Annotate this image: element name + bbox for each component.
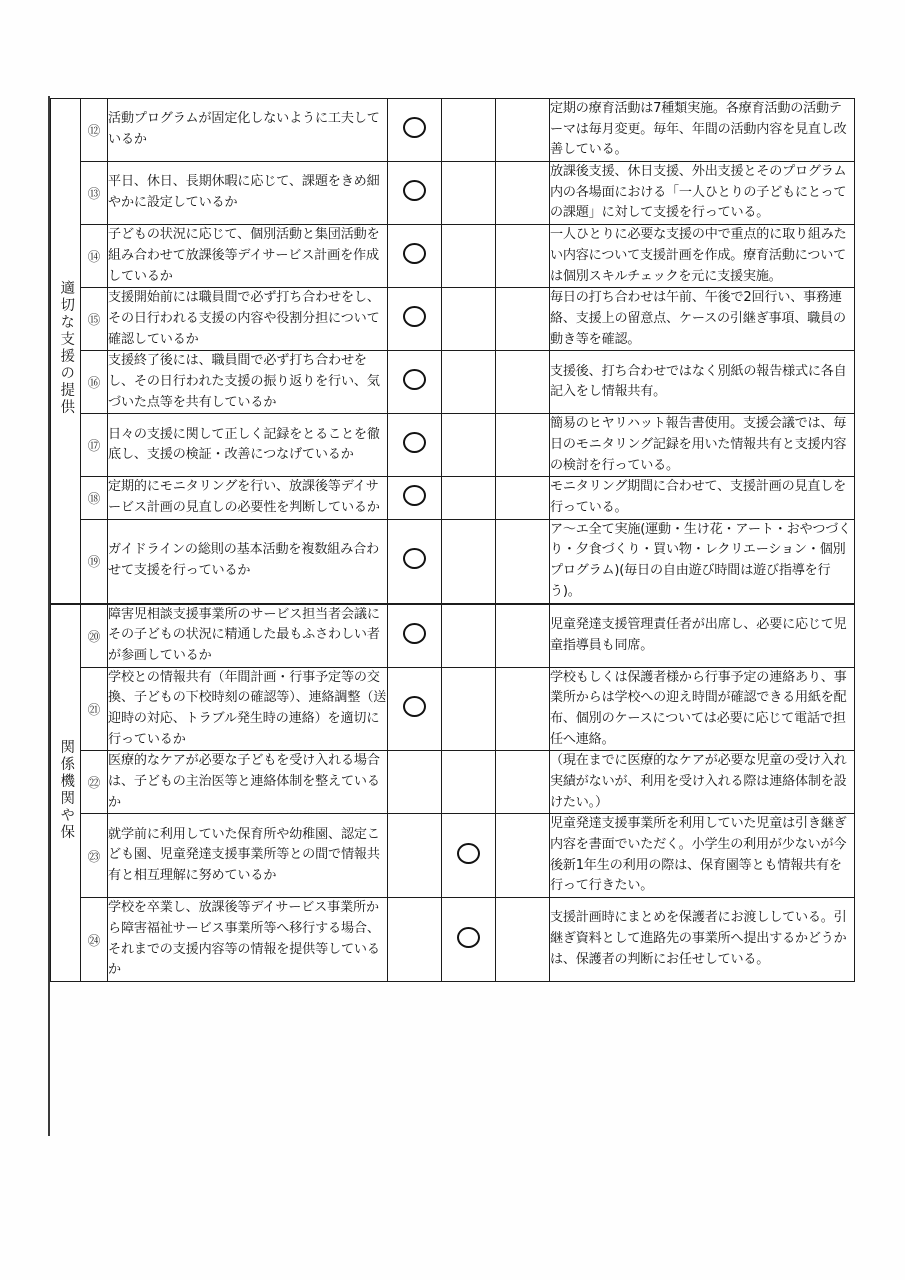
- check-cell-2[interactable]: [442, 99, 496, 162]
- note-text: 毎日の打ち合わせは午前、午後で2回行い、事務連絡、支援上の留意点、ケースの引継ぎ事項、職員の動き等を確認。: [550, 288, 855, 351]
- row-number: ㉓: [81, 814, 108, 898]
- check-cell-1[interactable]: [388, 604, 442, 668]
- check-cell-2[interactable]: [442, 351, 496, 414]
- table-row: [51, 414, 855, 477]
- row-number: ⑬: [81, 162, 108, 225]
- check-cell-3[interactable]: [496, 898, 550, 982]
- circle-mark-icon: [403, 243, 426, 264]
- table-row: [51, 519, 855, 603]
- checklist-item-text: 医療的なケアが必要な子どもを受け入れる場合は、子どもの主治医等と連絡体制を整えているか: [108, 751, 388, 814]
- check-cell-2[interactable]: [442, 751, 496, 814]
- check-cell-3[interactable]: [496, 604, 550, 668]
- table-row: [51, 898, 855, 982]
- note-text: 児童発達支援事業所を利用していた児童は引き継ぎ内容を書面でいただく。小学生の利用が少ないが今後新1年生の利用の際は、保育園等とも情報共有を行って行きたい。: [550, 814, 855, 898]
- table-row: [51, 288, 855, 351]
- row-number: ㉒: [81, 751, 108, 814]
- row-number: ⑰: [81, 414, 108, 477]
- check-cell-1[interactable]: [388, 288, 442, 351]
- check-cell-2[interactable]: [442, 898, 496, 982]
- circle-mark-icon: [403, 485, 426, 506]
- checklist-item-text: 子どもの状況に応じて、個別活動と集団活動を組み合わせて放課後等デイサービス計画を作成しているか: [108, 225, 388, 288]
- check-cell-2[interactable]: [442, 162, 496, 225]
- check-cell-3[interactable]: [496, 667, 550, 751]
- row-number: ⑯: [81, 351, 108, 414]
- check-cell-1[interactable]: [388, 667, 442, 751]
- check-cell-2[interactable]: [442, 288, 496, 351]
- checklist-item-text: 就学前に利用していた保育所や幼稚園、認定こども園、児童発達支援事業所等との間で情報共有と相互理解に努めているか: [108, 814, 388, 898]
- table-row: [51, 225, 855, 288]
- checklist-item-text: 支援終了後には、職員間で必ず打ち合わせをし、その日行われた支援の振り返りを行い、気づいた点等を共有しているか: [108, 351, 388, 414]
- checklist-item-text: 定期的にモニタリングを行い、放課後等デイサービス計画の見直しの必要性を判断しているか: [108, 477, 388, 519]
- circle-mark-icon: [403, 180, 426, 201]
- table-body: [51, 99, 855, 982]
- note-text: 学校もしくは保護者様から行事予定の連絡あり、事業所からは学校への迎え時間が確認できる用紙を配布、個別のケースについては必要に応じて電話で担任へ連絡。: [550, 667, 855, 751]
- row-number: ⑱: [81, 477, 108, 519]
- checklist-item-text: 学校を卒業し、放課後等デイサービス事業所から障害福祉サービス事業所等へ移行する場合、それまでの支援内容等の情報を提供等しているか: [108, 898, 388, 982]
- check-cell-3[interactable]: [496, 351, 550, 414]
- check-cell-3[interactable]: [496, 414, 550, 477]
- check-cell-2[interactable]: [442, 519, 496, 603]
- section-label-cell: [51, 604, 81, 982]
- row-number: ⑮: [81, 288, 108, 351]
- circle-mark-icon: [403, 306, 426, 327]
- check-cell-1[interactable]: [388, 898, 442, 982]
- checklist-item-text: ガイドラインの総則の基本活動を複数組み合わせて支援を行っているか: [108, 519, 388, 603]
- table-row: [51, 351, 855, 414]
- table-row: [51, 814, 855, 898]
- audit-checklist-table: [50, 98, 855, 982]
- check-cell-1[interactable]: [388, 519, 442, 603]
- checklist-item-text: 活動プログラムが固定化しないように工夫しているか: [108, 99, 388, 162]
- row-number: ⑳: [81, 604, 108, 668]
- check-cell-3[interactable]: [496, 99, 550, 162]
- check-cell-1[interactable]: [388, 225, 442, 288]
- circle-mark-icon: [403, 548, 426, 569]
- note-text: 支援後、打ち合わせではなく別紙の報告様式に各自記入をし情報共有。: [550, 351, 855, 414]
- note-text: （現在までに医療的なケアが必要な児童の受け入れ実績がないが、利用を受け入れる際は連絡体制を設けたい。）: [550, 751, 855, 814]
- check-cell-3[interactable]: [496, 162, 550, 225]
- row-number: ⑲: [81, 519, 108, 603]
- checklist-item-text: 平日、休日、長期休暇に応じて、課題をきめ細やかに設定しているか: [108, 162, 388, 225]
- row-number: ⑭: [81, 225, 108, 288]
- note-text: 一人ひとりに必要な支援の中で重点的に取り組みたい内容について支援計画を作成。療育活動については個別スキルチェックを元に支援実施。: [550, 225, 855, 288]
- circle-mark-icon: [403, 623, 426, 644]
- check-cell-3[interactable]: [496, 288, 550, 351]
- check-cell-3[interactable]: [496, 225, 550, 288]
- check-cell-1[interactable]: [388, 751, 442, 814]
- circle-mark-icon: [457, 843, 480, 864]
- row-number: ㉔: [81, 898, 108, 982]
- check-cell-1[interactable]: [388, 414, 442, 477]
- check-cell-1[interactable]: [388, 477, 442, 519]
- note-text: ア～エ全て実施(運動・生け花・アート・おやつづくり・夕食づくり・買い物・レクリエーション・個別プログラム)(毎日の自由遊び時間は遊び指導を行う)。: [550, 519, 855, 603]
- circle-mark-icon: [403, 369, 426, 390]
- circle-mark-icon: [403, 117, 426, 138]
- table-row: [51, 751, 855, 814]
- note-text: 簡易のヒヤリハット報告書使用。支援会議では、毎日のモニタリング記録を用いた情報共有と支援内容の検討を行っている。: [550, 414, 855, 477]
- circle-mark-icon: [457, 927, 480, 948]
- check-cell-2[interactable]: [442, 414, 496, 477]
- check-cell-3[interactable]: [496, 519, 550, 603]
- row-number: ⑫: [81, 99, 108, 162]
- note-text: 放課後支援、休日支援、外出支援とそのプログラム内の各場面における「一人ひとりの子どもにとっての課題」に対して支援を行っている。: [550, 162, 855, 225]
- check-cell-1[interactable]: [388, 814, 442, 898]
- note-text: モニタリング期間に合わせて、支援計画の見直しを行っている。: [550, 477, 855, 519]
- note-text: 支援計画時にまとめを保護者にお渡ししている。引継ぎ資料として進路先の事業所へ提出するかどうかは、保護者の判断にお任せしている。: [550, 898, 855, 982]
- check-cell-2[interactable]: [442, 604, 496, 668]
- check-cell-3[interactable]: [496, 751, 550, 814]
- check-cell-2[interactable]: [442, 225, 496, 288]
- row-number: ㉑: [81, 667, 108, 751]
- check-cell-2[interactable]: [442, 814, 496, 898]
- check-cell-3[interactable]: [496, 477, 550, 519]
- section-label: 関係機関や保: [58, 739, 75, 842]
- checklist-item-text: 日々の支援に関して正しく記録をとることを徹底し、支援の検証・改善につなげているか: [108, 414, 388, 477]
- section-label: 適切な支援の提供: [58, 280, 75, 417]
- checklist-item-text: 障害児相談支援事業所のサービス担当者会議にその子どもの状況に精通した最もふさわしい者が参画しているか: [108, 604, 388, 668]
- table-row: [51, 604, 855, 668]
- table-row: [51, 667, 855, 751]
- check-cell-1[interactable]: [388, 351, 442, 414]
- check-cell-3[interactable]: [496, 814, 550, 898]
- checklist-sheet: [50, 98, 854, 982]
- checklist-item-text: 支援開始前には職員間で必ず打ち合わせをし、その日行われる支援の内容や役割分担について確認しているか: [108, 288, 388, 351]
- table-row: [51, 99, 855, 162]
- table-row: [51, 162, 855, 225]
- circle-mark-icon: [403, 432, 426, 453]
- note-text: 定期の療育活動は7種類実施。各療育活動の活動テーマは毎月変更。毎年、年間の活動内容を見直し改善している。: [550, 99, 855, 162]
- circle-mark-icon: [403, 696, 426, 717]
- check-cell-1[interactable]: [388, 99, 442, 162]
- check-cell-2[interactable]: [442, 667, 496, 751]
- section-label-cell: [51, 99, 81, 604]
- note-text: 児童発達支援管理責任者が出席し、必要に応じて児童指導員も同席。: [550, 604, 855, 668]
- check-cell-2[interactable]: [442, 477, 496, 519]
- check-cell-1[interactable]: [388, 162, 442, 225]
- table-row: [51, 477, 855, 519]
- checklist-item-text: 学校との情報共有（年間計画・行事予定等の交換、子どもの下校時刻の確認等）、連絡調整（送迎時の対応、トラブル発生時の連絡）を適切に行っているか: [108, 667, 388, 751]
